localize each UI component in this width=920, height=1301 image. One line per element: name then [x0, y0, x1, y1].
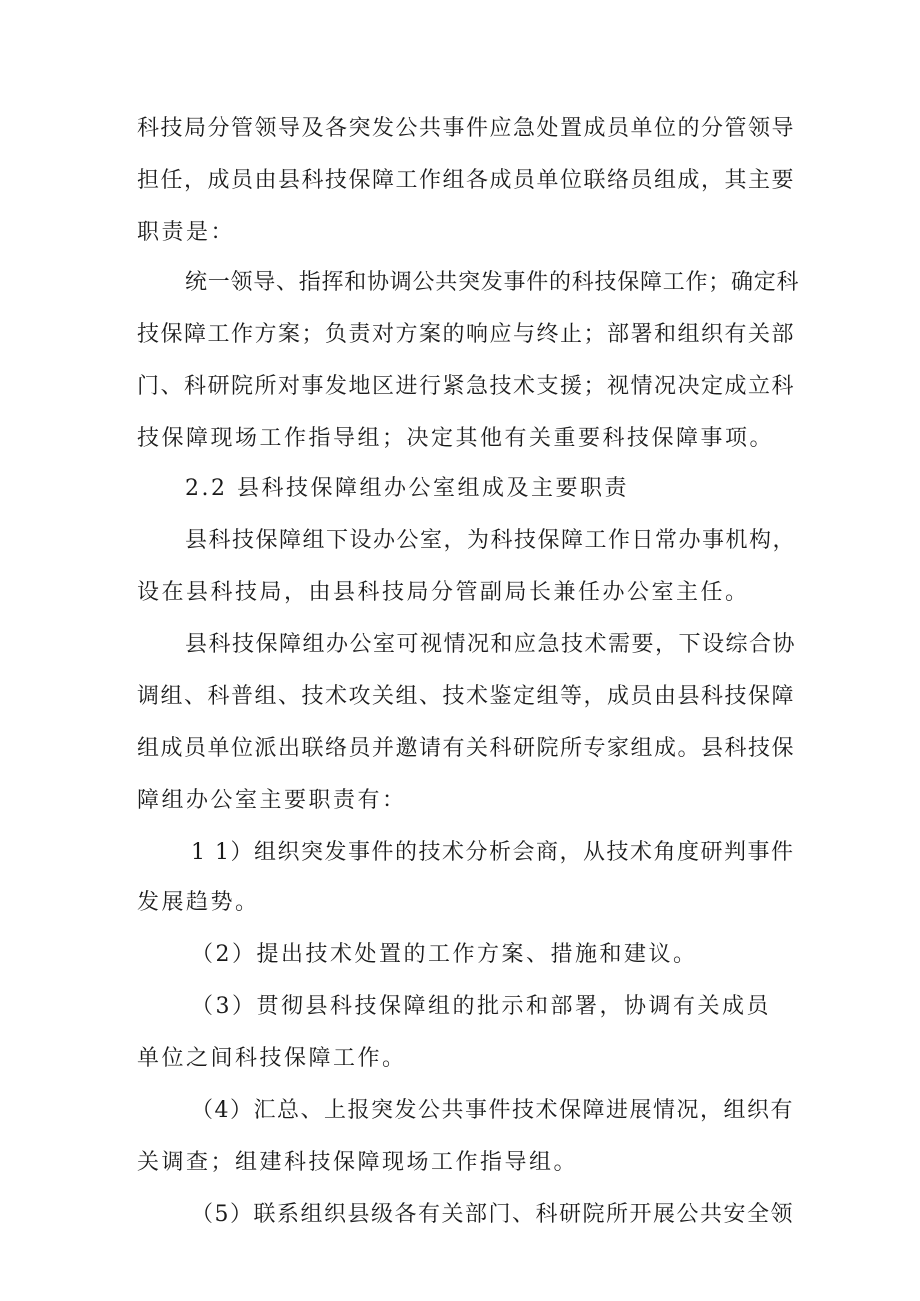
text-line: 技保障现场工作指导组；决定其他有关重要科技保障事项。 [137, 426, 775, 451]
list-item: 1 1）组织突发事件的技术分析会商，从技术角度研判事件 [191, 840, 795, 865]
text-line: 调组、科普组、技术攻关组、技术鉴定组等，成员由县科技保障 [137, 684, 796, 709]
text-line: 设在县科技局，由县科技局分管副局长兼任办公室主任。 [137, 580, 750, 605]
list-item: （2）提出技术处置的工作方案、措施和建议。 [191, 942, 698, 967]
text-line: 技保障工作方案；负责对方案的响应与终止；部署和组织有关部 [137, 322, 796, 347]
text-line: 发展趋势。 [137, 890, 260, 915]
section-heading: 2.2 县科技保障组办公室组成及主要职责 [185, 476, 629, 501]
text-line: 门、科研院所对事发地区进行紧急技术支援；视情况决定成立科 [137, 374, 796, 399]
text-line: 担任，成员由县科技保障工作组各成员单位联络员组成，其主要 [137, 168, 796, 193]
text-line: 组成员单位派出联络员并邀请有关科研院所专家组成。县科技保 [137, 736, 796, 761]
list-item: （4）汇总、上报突发公共事件技术保障进展情况，组织有 [191, 1098, 794, 1123]
list-item: （3）贯彻县科技保障组的批示和部署，协调有关成员 [191, 994, 771, 1019]
list-item: （5）联系组织县级各有关部门、科研院所开展公共安全领 [191, 1202, 794, 1227]
text-line: 县科技保障组下设办公室，为科技保障工作日常办事机构， [185, 528, 797, 553]
text-line: 单位之间科技保障工作。 [137, 1046, 407, 1071]
text-line: 县科技保障组办公室可视情况和应急技术需要，下设综合协 [185, 632, 797, 657]
text-line: 职责是： [137, 220, 236, 245]
text-line: 统一领导、指挥和协调公共突发事件的科技保障工作；确定科 [185, 270, 800, 295]
text-line: 障组办公室主要职责有： [137, 788, 407, 813]
text-line: 关调查；组建科技保障现场工作指导组。 [137, 1150, 579, 1175]
text-line: 科技局分管领导及各突发公共事件应急处置成员单位的分管领导 [137, 116, 796, 141]
